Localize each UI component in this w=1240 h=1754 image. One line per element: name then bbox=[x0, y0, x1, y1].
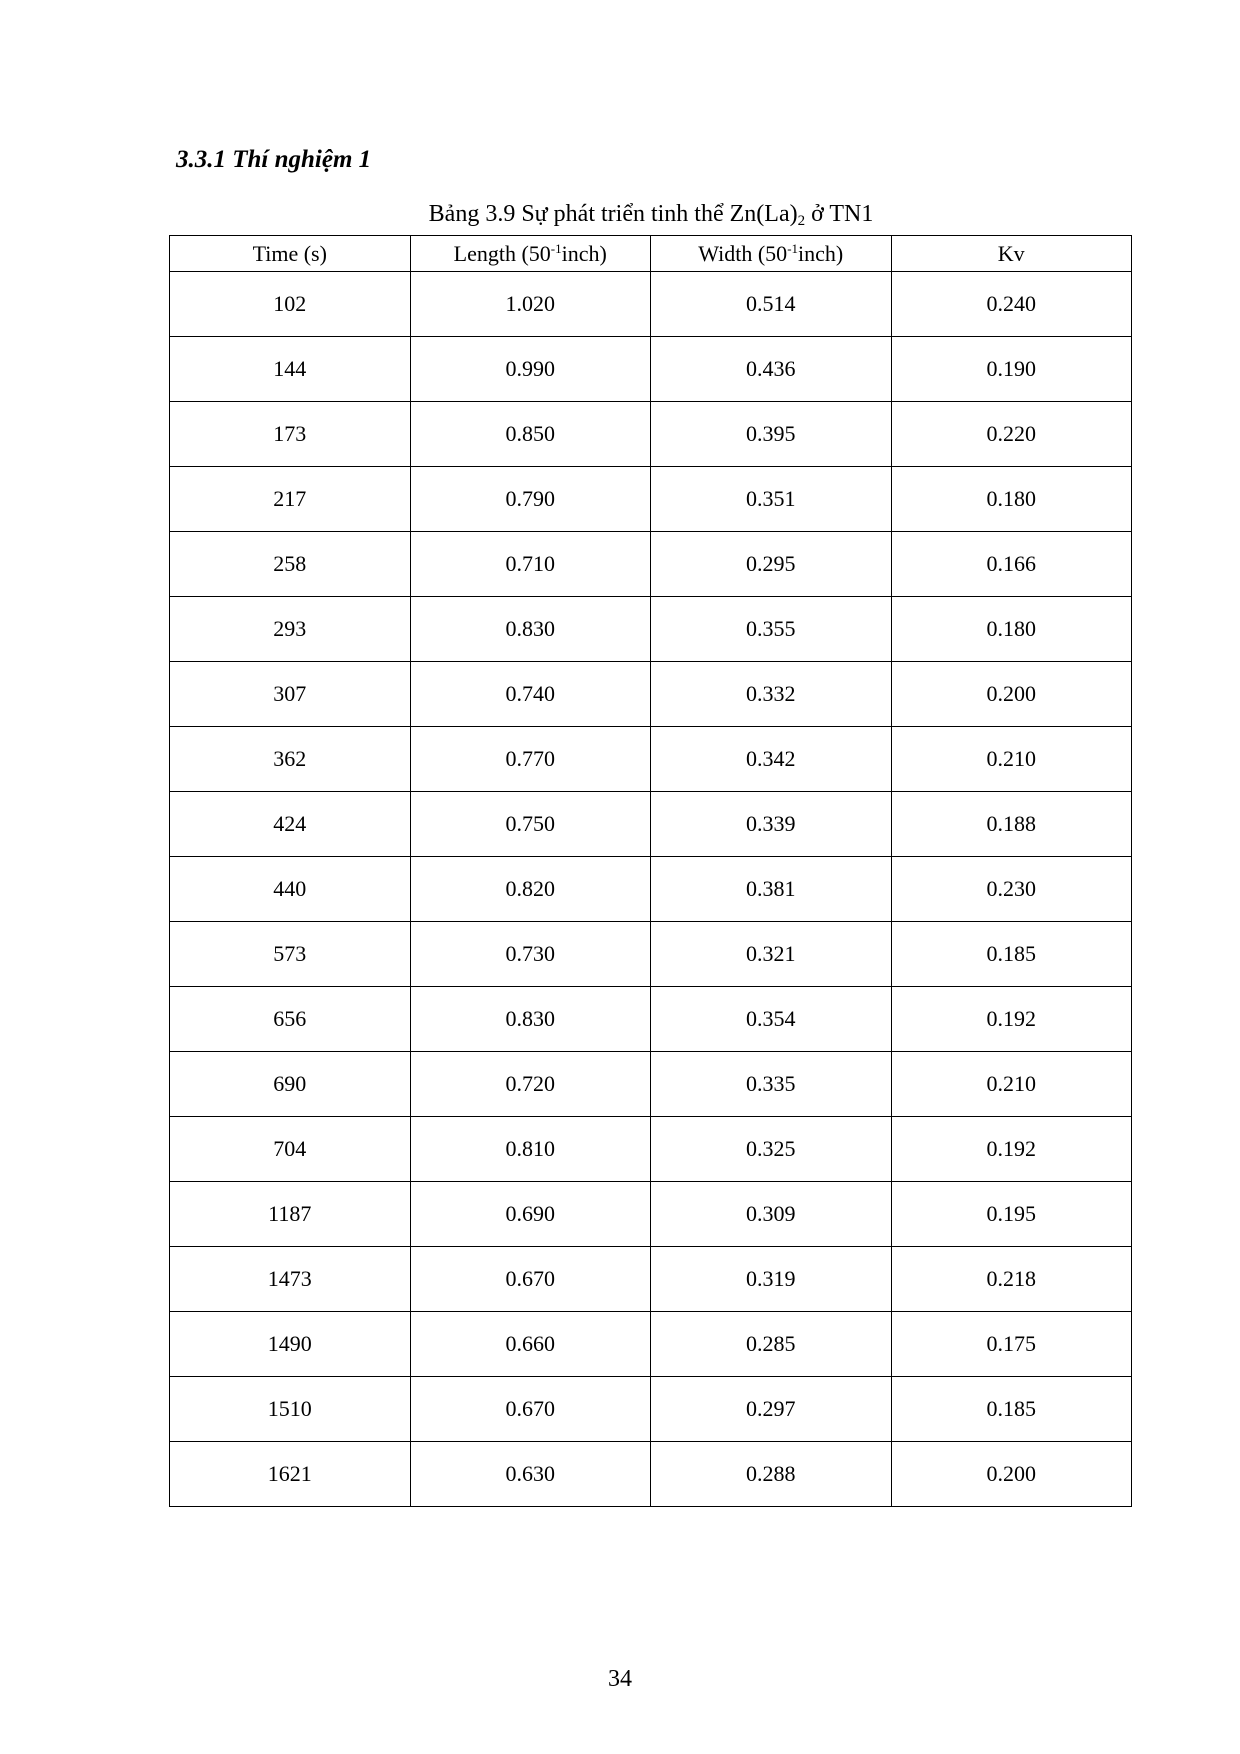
cell-width: 0.332 bbox=[651, 662, 892, 727]
cell-width: 0.351 bbox=[651, 467, 892, 532]
cell-kv: 0.195 bbox=[891, 1182, 1132, 1247]
header-width-exponent: -1 bbox=[787, 240, 799, 256]
cell-time: 144 bbox=[170, 337, 411, 402]
table-row bbox=[170, 597, 1132, 662]
cell-time: 573 bbox=[170, 922, 411, 987]
cell-time: 173 bbox=[170, 402, 411, 467]
page-number: 34 bbox=[608, 1666, 632, 1692]
cell-time: 1473 bbox=[170, 1247, 411, 1312]
table-body bbox=[170, 272, 1132, 1507]
table-row bbox=[170, 402, 1132, 467]
cell-time: 656 bbox=[170, 987, 411, 1052]
table-row bbox=[170, 1247, 1132, 1312]
header-length bbox=[410, 236, 651, 272]
cell-width: 0.325 bbox=[651, 1117, 892, 1182]
cell-kv: 0.200 bbox=[891, 1442, 1132, 1507]
cell-width: 0.285 bbox=[651, 1312, 892, 1377]
table-row bbox=[170, 1442, 1132, 1507]
cell-length: 0.690 bbox=[410, 1182, 651, 1247]
cell-kv: 0.185 bbox=[891, 922, 1132, 987]
cell-time: 440 bbox=[170, 857, 411, 922]
cell-length: 0.830 bbox=[410, 597, 651, 662]
cell-time: 1490 bbox=[170, 1312, 411, 1377]
cell-width: 0.436 bbox=[651, 337, 892, 402]
cell-time: 424 bbox=[170, 792, 411, 857]
table-row bbox=[170, 987, 1132, 1052]
cell-length: 0.730 bbox=[410, 922, 651, 987]
table-row bbox=[170, 857, 1132, 922]
cell-width: 0.514 bbox=[651, 272, 892, 337]
header-width-unit: inch) bbox=[798, 240, 844, 266]
cell-kv: 0.192 bbox=[891, 987, 1132, 1052]
cell-kv: 0.220 bbox=[891, 402, 1132, 467]
header-length-unit: inch) bbox=[561, 240, 607, 266]
cell-kv: 0.175 bbox=[891, 1312, 1132, 1377]
caption-text: Bảng 3.9 Sự phát triển tinh thể Zn(La) bbox=[428, 201, 798, 227]
cell-length: 0.820 bbox=[410, 857, 651, 922]
cell-time: 704 bbox=[170, 1117, 411, 1182]
cell-length: 0.770 bbox=[410, 727, 651, 792]
table-row bbox=[170, 1377, 1132, 1442]
cell-kv: 0.180 bbox=[891, 467, 1132, 532]
crystal-growth-table bbox=[169, 235, 1132, 1507]
cell-kv: 0.190 bbox=[891, 337, 1132, 402]
cell-kv: 0.192 bbox=[891, 1117, 1132, 1182]
cell-length: 1.020 bbox=[410, 272, 651, 337]
caption-suffix: ở TN1 bbox=[805, 201, 874, 227]
table-row bbox=[170, 727, 1132, 792]
table-row bbox=[170, 467, 1132, 532]
cell-length: 0.740 bbox=[410, 662, 651, 727]
cell-kv: 0.210 bbox=[891, 727, 1132, 792]
cell-length: 0.790 bbox=[410, 467, 651, 532]
cell-time: 362 bbox=[170, 727, 411, 792]
cell-kv: 0.188 bbox=[891, 792, 1132, 857]
table-row bbox=[170, 532, 1132, 597]
cell-kv: 0.166 bbox=[891, 532, 1132, 597]
cell-width: 0.395 bbox=[651, 402, 892, 467]
cell-length: 0.720 bbox=[410, 1052, 651, 1117]
cell-time: 102 bbox=[170, 272, 411, 337]
cell-time: 1187 bbox=[170, 1182, 411, 1247]
cell-length: 0.830 bbox=[410, 987, 651, 1052]
cell-kv: 0.200 bbox=[891, 662, 1132, 727]
cell-time: 1621 bbox=[170, 1442, 411, 1507]
cell-width: 0.381 bbox=[651, 857, 892, 922]
cell-width: 0.335 bbox=[651, 1052, 892, 1117]
cell-kv: 0.230 bbox=[891, 857, 1132, 922]
table-row bbox=[170, 662, 1132, 727]
table-row bbox=[170, 922, 1132, 987]
cell-width: 0.339 bbox=[651, 792, 892, 857]
table-row bbox=[170, 1312, 1132, 1377]
table-row bbox=[170, 1182, 1132, 1247]
cell-kv: 0.210 bbox=[891, 1052, 1132, 1117]
table-row bbox=[170, 792, 1132, 857]
cell-width: 0.288 bbox=[651, 1442, 892, 1507]
cell-length: 0.990 bbox=[410, 337, 651, 402]
cell-kv: 0.218 bbox=[891, 1247, 1132, 1312]
cell-length: 0.810 bbox=[410, 1117, 651, 1182]
cell-length: 0.750 bbox=[410, 792, 651, 857]
cell-time: 293 bbox=[170, 597, 411, 662]
table-row bbox=[170, 272, 1132, 337]
cell-time: 307 bbox=[170, 662, 411, 727]
cell-time: 217 bbox=[170, 467, 411, 532]
header-width bbox=[651, 236, 892, 272]
cell-time: 258 bbox=[170, 532, 411, 597]
section-heading: 3.3.1 Thí nghiệm 1 bbox=[176, 146, 372, 173]
cell-width: 0.297 bbox=[651, 1377, 892, 1442]
cell-width: 0.309 bbox=[651, 1182, 892, 1247]
cell-time: 690 bbox=[170, 1052, 411, 1117]
cell-length: 0.850 bbox=[410, 402, 651, 467]
cell-length: 0.630 bbox=[410, 1442, 651, 1507]
cell-length: 0.670 bbox=[410, 1377, 651, 1442]
table-caption bbox=[170, 201, 1132, 230]
table-row bbox=[170, 337, 1132, 402]
cell-kv: 0.240 bbox=[891, 272, 1132, 337]
cell-width: 0.355 bbox=[651, 597, 892, 662]
cell-kv: 0.185 bbox=[891, 1377, 1132, 1442]
cell-width: 0.342 bbox=[651, 727, 892, 792]
cell-kv: 0.180 bbox=[891, 597, 1132, 662]
header-kv: Kv bbox=[891, 236, 1132, 272]
cell-width: 0.319 bbox=[651, 1247, 892, 1312]
cell-width: 0.354 bbox=[651, 987, 892, 1052]
table-row bbox=[170, 1052, 1132, 1117]
header-length-exponent: -1 bbox=[550, 240, 562, 256]
cell-length: 0.660 bbox=[410, 1312, 651, 1377]
header-length-text: Length (50 bbox=[453, 240, 551, 266]
header-width-text: Width (50 bbox=[698, 240, 788, 266]
table-header-row bbox=[170, 236, 1132, 272]
header-time: Time (s) bbox=[170, 236, 411, 272]
cell-length: 0.710 bbox=[410, 532, 651, 597]
cell-time: 1510 bbox=[170, 1377, 411, 1442]
cell-width: 0.321 bbox=[651, 922, 892, 987]
cell-width: 0.295 bbox=[651, 532, 892, 597]
caption-subscript: 2 bbox=[797, 213, 806, 229]
table-row bbox=[170, 1117, 1132, 1182]
cell-length: 0.670 bbox=[410, 1247, 651, 1312]
